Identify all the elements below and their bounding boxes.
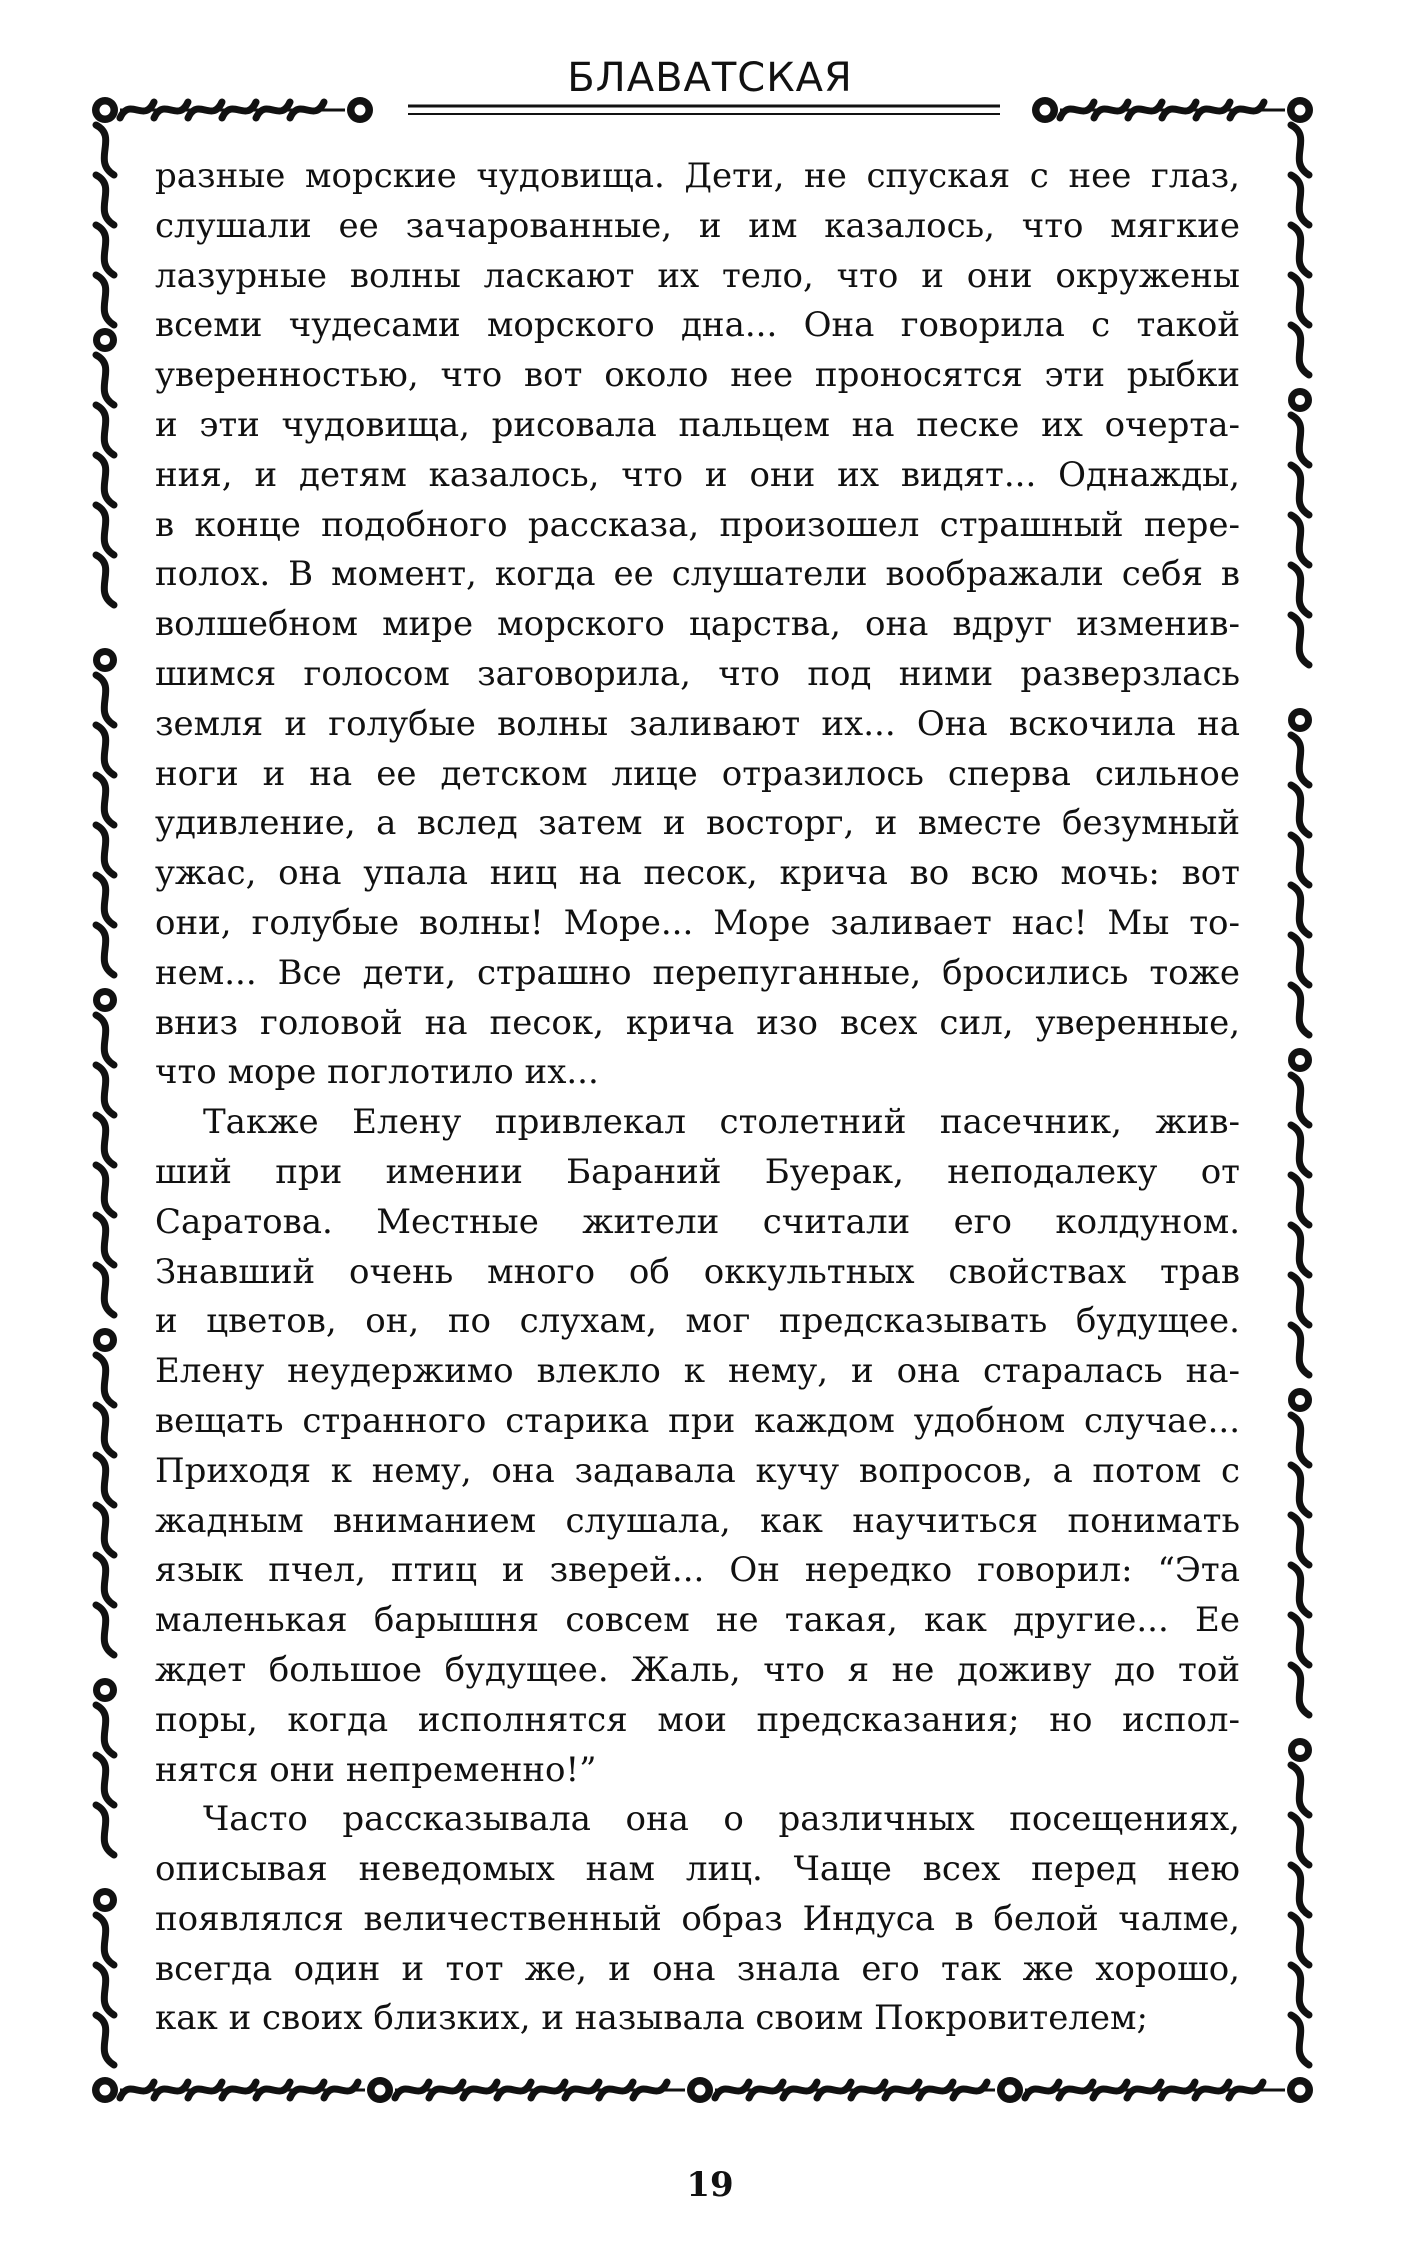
text-line: описывая неведомых нам лиц. Чаще всех перед нею xyxy=(155,1849,1240,1890)
text-line: появлялся величественный образ Индуса в белой чалме, xyxy=(155,1898,1240,1939)
text-line: поры, когда исполнятся мои предсказания; но испол- xyxy=(155,1699,1240,1740)
knot-ornament xyxy=(93,648,117,672)
text-line: что море поглотило их... xyxy=(155,1052,599,1093)
knot-ornament xyxy=(1288,1048,1312,1072)
text-line: удивление, а вслед затем и восторг, и вместе безумный xyxy=(155,803,1240,844)
knot-ornament xyxy=(92,97,118,123)
rope-segment xyxy=(1291,735,1309,1035)
rope-segment xyxy=(96,1355,114,1655)
rope-segment xyxy=(96,125,114,325)
page-number: 19 xyxy=(686,2165,734,2205)
rope-segment xyxy=(96,675,114,975)
text-line: они, голубые волны! Море... Море заливает нас! Мы то- xyxy=(155,902,1240,943)
knot-ornament xyxy=(687,2077,713,2103)
text-line: ждет большое будущее. Жаль, что я не доживу до той xyxy=(155,1649,1240,1690)
text-line: слушали ее зачарованные, и им казалось, что мягкие xyxy=(155,205,1240,246)
knot-ornament xyxy=(93,1888,117,1912)
text-line: Приходя к нему, она задавала кучу вопросов, а потом с xyxy=(155,1450,1240,1491)
text-line: и цветов, он, по слухам, мог предсказывать будущее. xyxy=(155,1301,1240,1342)
rope-segment xyxy=(1291,1765,1309,2065)
rope-segment xyxy=(1060,102,1285,118)
border-title-rules xyxy=(408,106,1000,114)
body-text xyxy=(155,152,1240,2044)
rope-segment xyxy=(96,355,114,605)
text-line: Елену неудержимо влекло к нему, и она старалась на- xyxy=(155,1351,1240,1392)
knot-ornament xyxy=(93,328,117,352)
knot-ornament xyxy=(1288,1738,1312,1762)
text-line: вниз головой на песок, крича изо всех сил, уверенные, xyxy=(155,1002,1240,1043)
text-line: ния, и детям казалось, что и они их видят... Однажды, xyxy=(155,454,1240,495)
rope-segment xyxy=(96,1705,114,1855)
rope-segment xyxy=(395,2082,685,2098)
text-line: Также Елену привлекал столетний пасечник, жив- xyxy=(203,1102,1240,1143)
text-line: уверенностью, что вот около нее проносятся эти рыбки xyxy=(155,355,1240,396)
text-line: Знавший очень много об оккультных свойствах трав xyxy=(155,1251,1240,1292)
knot-ornament xyxy=(1288,388,1312,412)
knot-ornament xyxy=(93,1328,117,1352)
text-line: волшебном мире морского царства, она вдруг изменив- xyxy=(155,604,1240,645)
rope-segment xyxy=(96,1915,114,2065)
rope-segment xyxy=(1291,415,1309,665)
running-head: БЛАВАТСКАЯ xyxy=(567,55,853,101)
rope-segment xyxy=(715,2082,995,2098)
knot-ornament xyxy=(997,2077,1023,2103)
text-line: язык пчел, птиц и зверей... Он нередко говорил: “Эта xyxy=(155,1550,1240,1591)
knot-ornament xyxy=(1032,97,1058,123)
paragraph xyxy=(155,152,1240,1098)
paragraph xyxy=(155,1098,1240,1795)
text-line: всеми чудесами морского дна... Она говорила с такой xyxy=(155,305,1240,346)
text-line: и эти чудовища, рисовала пальцем на песке их очерта- xyxy=(155,404,1240,445)
knot-ornament xyxy=(93,988,117,1012)
text-line: лазурные волны ласкают их тело, что и они окружены xyxy=(155,255,1240,296)
rope-segment xyxy=(120,102,345,118)
text-line: ужас, она упала ниц на песок, крича во всю мочь: вот xyxy=(155,853,1240,894)
text-line: Часто рассказывала она о различных посещениях, xyxy=(203,1799,1240,1840)
knot-ornament xyxy=(367,2077,393,2103)
paragraph xyxy=(155,1795,1240,2044)
text-line: шимся голосом заговорила, что под ними разверзлась xyxy=(155,653,1240,694)
text-line: нятся они непременно!” xyxy=(155,1749,597,1790)
text-line: маленькая барышня совсем не такая, как другие... Ее xyxy=(155,1600,1240,1641)
text-line: жадным вниманием слушала, как научиться понимать xyxy=(155,1500,1240,1541)
knot-ornament xyxy=(1287,97,1313,123)
text-line: ший при имении Бараний Буерак, неподалеку от xyxy=(155,1151,1240,1192)
knot-ornament xyxy=(347,97,373,123)
knot-ornament xyxy=(1287,2077,1313,2103)
knot-ornament xyxy=(1288,708,1312,732)
knot-ornament xyxy=(93,1678,117,1702)
text-line: ноги и на ее детском лице отразилось сперва сильное xyxy=(155,753,1240,794)
text-line: в конце подобного рассказа, произошел страшный пере- xyxy=(155,504,1240,545)
rope-segment xyxy=(96,1015,114,1315)
text-line: полох. В момент, когда ее слушатели воображали себя в xyxy=(155,554,1240,595)
rope-segment xyxy=(1025,2082,1285,2098)
rope-segment xyxy=(1291,1075,1309,1375)
rope-segment xyxy=(1291,125,1309,375)
rope-segment xyxy=(120,2082,365,2098)
text-line: всегда один и тот же, и она знала его так же хорошо, xyxy=(155,1948,1240,1989)
knot-ornament xyxy=(1288,1388,1312,1412)
text-line: земля и голубые волны заливают их... Она вскочила на xyxy=(155,703,1240,744)
text-line: разные морские чудовища. Дети, не спуская с нее глаз, xyxy=(155,156,1240,196)
knot-ornament xyxy=(92,2077,118,2103)
text-line: Саратова. Местные жители считали его колдуном. xyxy=(155,1201,1240,1242)
text-line: как и своих близких, и называла своим Покровителем; xyxy=(155,1998,1148,2039)
rope-segment xyxy=(1291,1415,1309,1715)
text-line: нем... Все дети, страшно перепуганные, бросились тоже xyxy=(155,952,1240,993)
text-line: вещать странного старика при каждом удобном случае... xyxy=(155,1400,1240,1441)
